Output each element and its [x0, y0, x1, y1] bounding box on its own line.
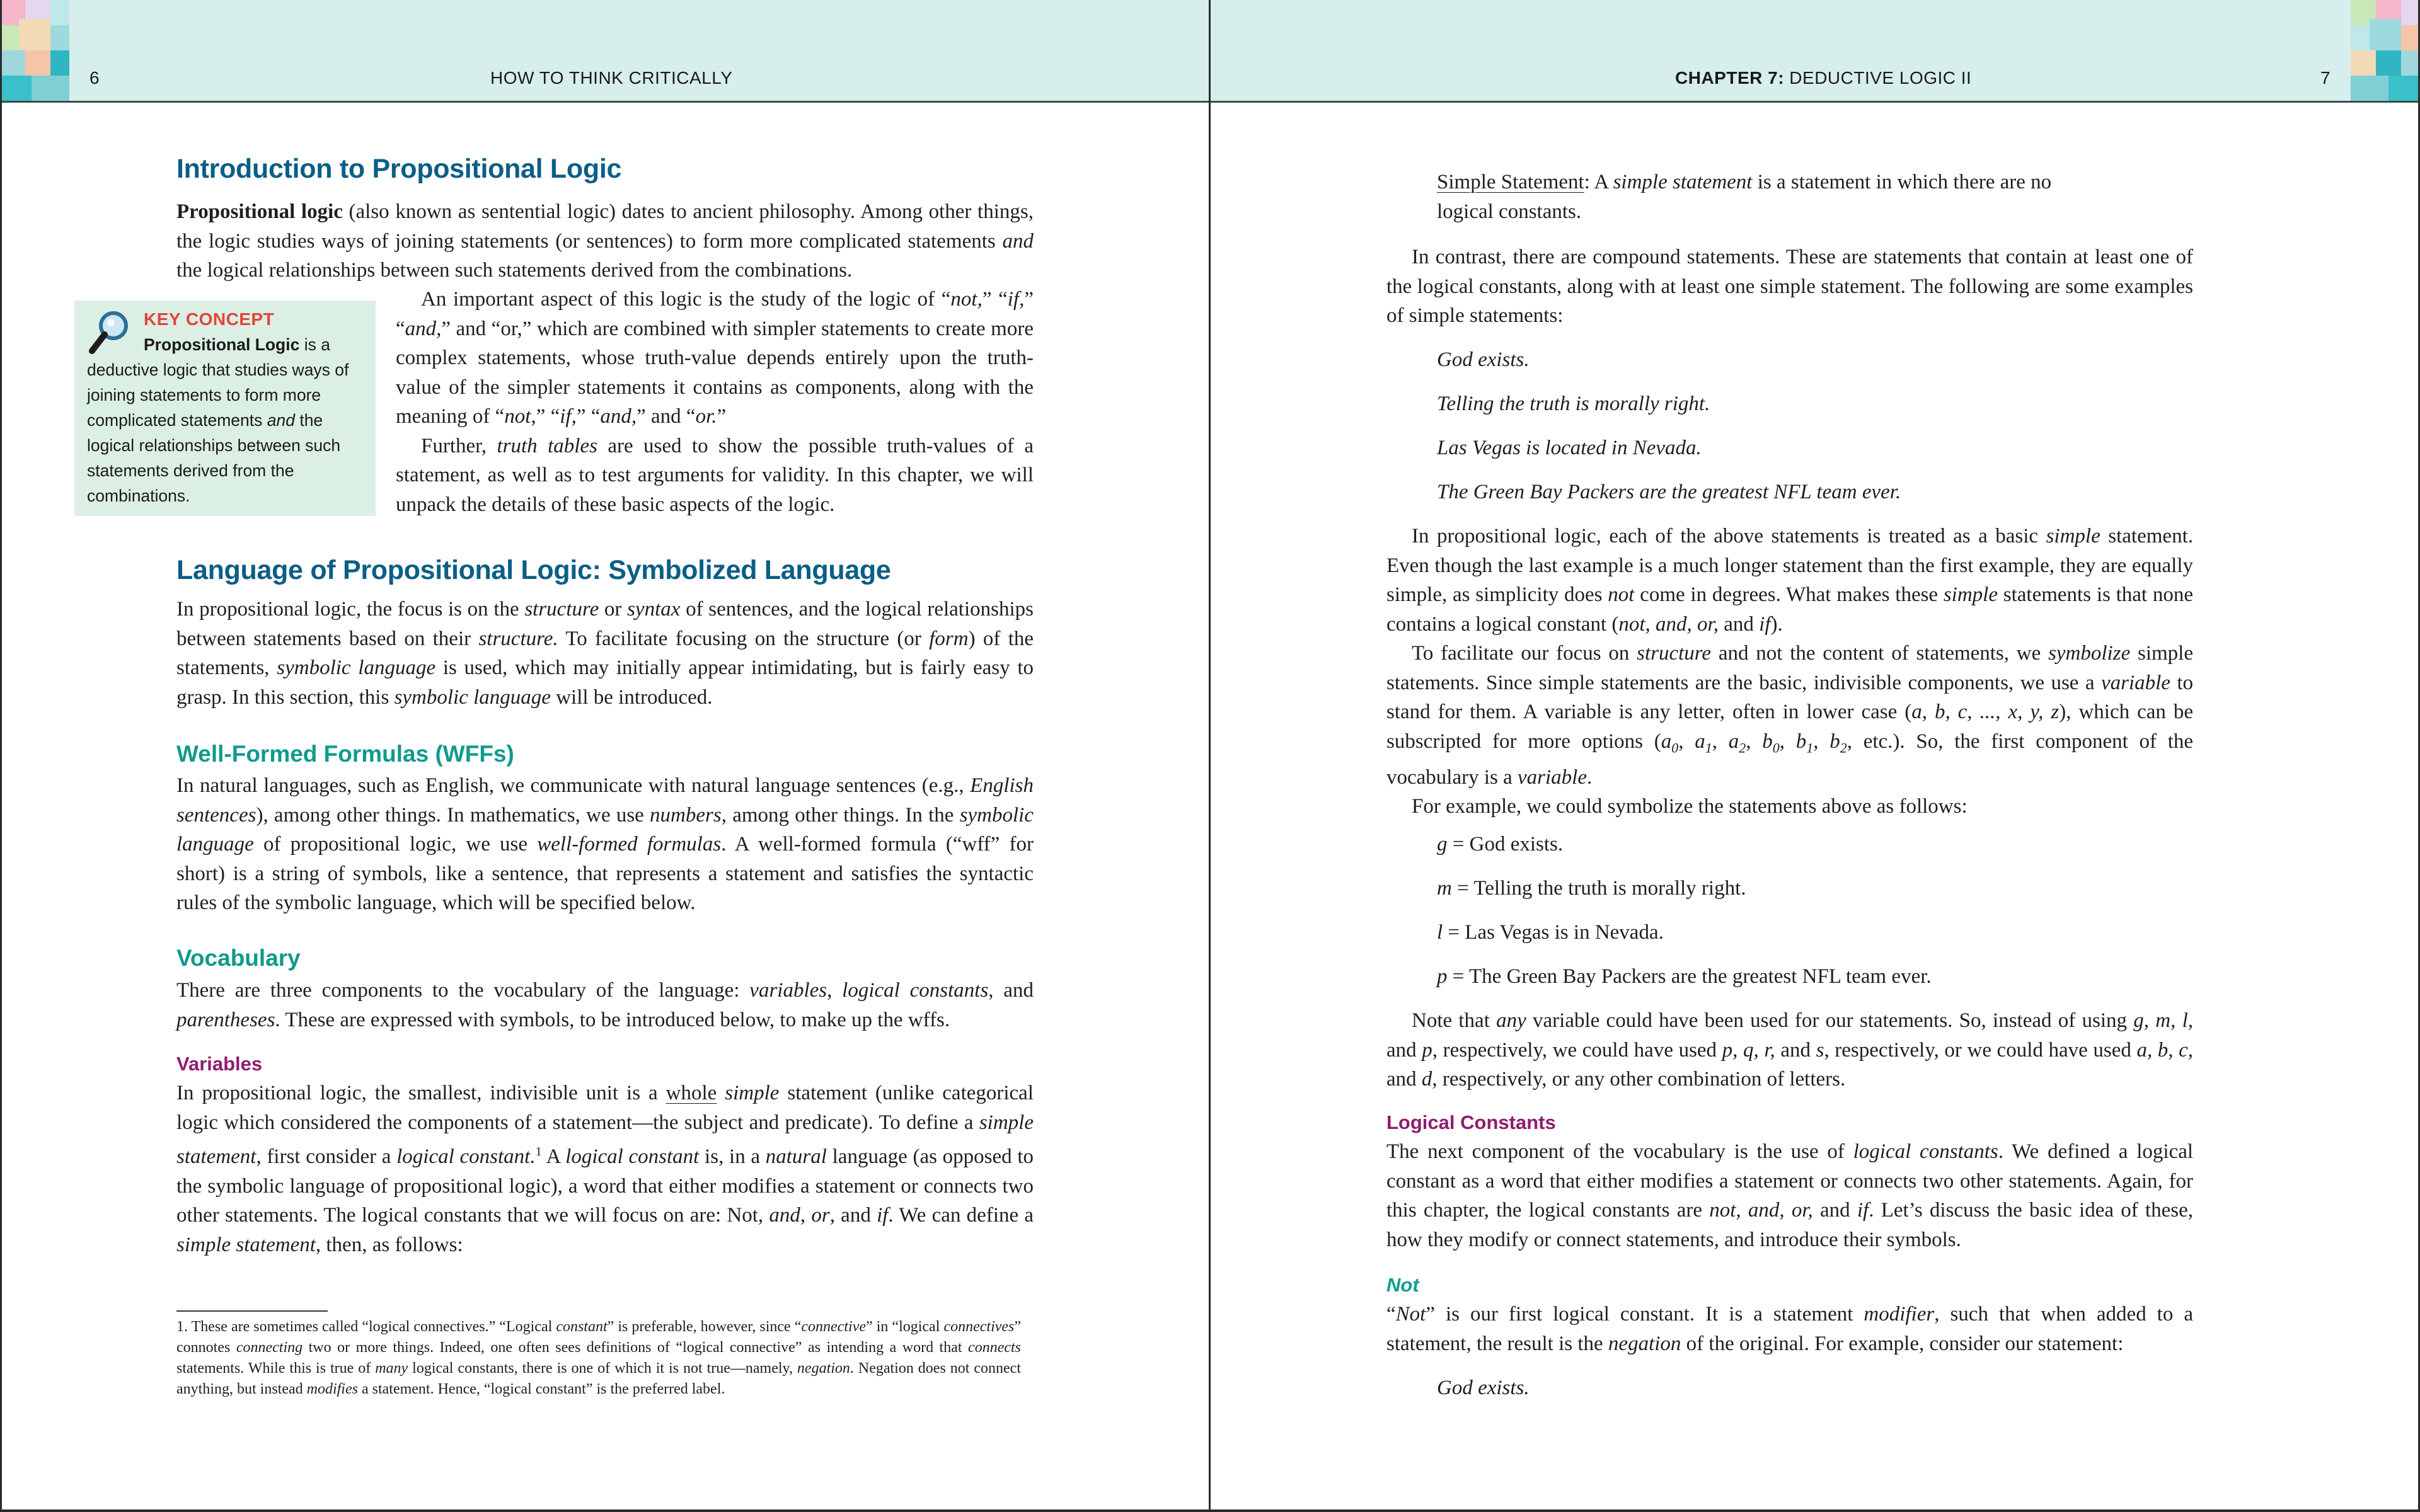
outer-border-bottom — [0, 1509, 2420, 1512]
fac-f: , etc.). So, the first component of the vocabulary is a — [1386, 730, 2194, 789]
fn-constant: constant — [556, 1319, 608, 1335]
sub-index: 2 — [1739, 740, 1746, 756]
logical-constants-heading: Logical Constants — [1386, 1111, 1556, 1133]
fn-d: ” connotes — [176, 1319, 1022, 1356]
symbolized-3 — [1437, 918, 1664, 947]
vocab-a: There are three components to the vocabulary of the language: — [176, 979, 750, 1002]
wff-a: In natural languages, such as English, we communicate with natural language sentences (e.g., — [176, 774, 971, 797]
lang-g: will be introduced. — [550, 685, 713, 709]
right-running-head-rest: DEDUCTIVE LOGIC II — [1784, 68, 1972, 88]
vars-lc2: logical constant — [565, 1145, 700, 1168]
wff-heading: Well-Formed Formulas (WFFs) — [176, 741, 514, 767]
sub-letter: a — [1695, 730, 1705, 753]
note-d2: d — [1421, 1068, 1432, 1091]
note-b: variable could have been used for our statements. So, instead of using — [1526, 1009, 2134, 1032]
sub-index: 1 — [1806, 740, 1814, 756]
lang-form: form — [929, 627, 969, 650]
intro-paragraph-2 — [396, 285, 1034, 519]
fn-c: ” in “logical — [866, 1319, 944, 1335]
propositional-paragraph — [1386, 522, 2193, 822]
fn-f: statements. While this is true of — [176, 1360, 376, 1377]
wff-b: ), among other things. In mathematics, we use — [256, 803, 650, 827]
subscript-a0 — [1661, 730, 1679, 756]
wff-num: numbers — [650, 803, 722, 827]
sub-index: 1 — [1705, 740, 1712, 756]
intro-p1-text-b: the logical relationships between such statements derived from the combinations. — [176, 259, 853, 282]
symbolized-var: g — [1437, 833, 1448, 856]
def-a: : A — [1584, 171, 1613, 193]
intro-p2-c: ” “ — [396, 288, 1034, 340]
intro-p2-a: An important aspect of this logic is the study of the logic of “ — [421, 288, 951, 311]
vars-k: , then, as follows: — [315, 1233, 463, 1256]
prop-f: ). — [1770, 612, 1783, 636]
sub-letter: b — [1795, 730, 1807, 753]
vocabulary-heading: Vocabulary — [176, 945, 301, 971]
intro-p3-a: Further, — [421, 434, 497, 457]
for-example-paragraph: For example, we could symbolize the statements above as follows: — [1412, 795, 1968, 818]
compound-paragraph — [1386, 243, 2193, 331]
sub-index: 0 — [1671, 740, 1679, 756]
fn-connectives: connectives — [943, 1319, 1015, 1335]
right-header — [1210, 0, 2420, 103]
symbolized-text: = Las Vegas is in Nevada. — [1443, 921, 1664, 944]
lc-c: and — [1812, 1199, 1857, 1222]
symbolized-1 — [1437, 830, 1563, 859]
fac-a: To facilitate our focus on — [1412, 642, 1637, 665]
note-e: and — [1775, 1038, 1816, 1062]
vars-h: , — [800, 1204, 812, 1227]
fac-c: simple statements. Since simple statements are the basic, indivisible components, we use a — [1386, 642, 2193, 694]
intro-p2-if: if, — [1007, 288, 1025, 311]
vocab-d: . These are expressed with symbols, to be introduced below, to make up the wffs. — [275, 1008, 950, 1031]
fac-b: and not the content of statements, we — [1711, 642, 2049, 665]
prop-simple: simple — [2046, 525, 2100, 547]
intro-paragraph-1 — [176, 197, 1034, 285]
not-c: , such that when added to a statement, the result is the — [1386, 1303, 2193, 1355]
not-paragraph — [1386, 1300, 2193, 1358]
sub-index: 2 — [1840, 740, 1847, 756]
vars-j: . We can define a — [888, 1204, 1034, 1227]
subscript-a1 — [1695, 730, 1712, 756]
lang-e: ) of the statements, — [176, 627, 1034, 679]
right-running-head-bold: CHAPTER 7: — [1675, 68, 1785, 88]
left-running-head: HOW TO THINK CRITICALLY — [490, 68, 733, 88]
vocab-var: variables — [749, 979, 827, 1002]
vocab-lc: logical constants — [842, 979, 989, 1002]
intro-p2-not2: not, — [504, 405, 536, 428]
note-h: , respectively, or any other combination of letters. — [1432, 1068, 1846, 1091]
symbolized-var: p — [1437, 965, 1448, 988]
right-header-mosaic — [2351, 0, 2420, 101]
key-concept-term: Propositional Logic — [144, 335, 300, 354]
footnote-marker[interactable]: 1 — [535, 1145, 542, 1159]
lc-lc: logical constants — [1853, 1140, 1998, 1163]
symbolized-4 — [1437, 962, 1932, 991]
lang-b: or — [599, 598, 628, 621]
intro-paragraph-3 — [396, 432, 1034, 520]
vocab-b: , — [827, 979, 843, 1002]
footnote — [176, 1317, 1021, 1400]
intro-p1-text-a: (also known as sentential logic) dates to ancient philosophy. Among other things, the logic studies ways of joining statements (or sentences) to form more complicated statements — [176, 200, 1034, 253]
note-paragraph — [1386, 1006, 2193, 1094]
vars-ss: simple statement — [176, 1111, 1034, 1168]
symbolized-2 — [1437, 874, 1746, 903]
symbolized-text: = God exists. — [1447, 833, 1564, 856]
right-page — [1210, 0, 2420, 1512]
intro-p3-truth-tables: truth tables — [497, 434, 597, 457]
intro-p3-b: are used to show the possible truth-values of a statement, as well as to test arguments for validity. In this chapter, we will unpack the details of these basic aspects of the logic. — [396, 434, 1034, 516]
left-header-mosaic — [0, 0, 69, 101]
vars-d: , first consider a — [256, 1145, 397, 1168]
variables-heading: Variables — [176, 1053, 263, 1075]
fn-e: two or more things. Indeed, one often sees definitions of “logical connective” as intending a word that — [302, 1339, 969, 1356]
not-neg: negation — [1608, 1332, 1681, 1355]
fac-e: ), which can be subscripted for more options ( — [1386, 701, 2193, 753]
variables-paragraph — [176, 1079, 1034, 1259]
def-ss: simple statement — [1613, 171, 1753, 193]
prop-simple2: simple — [1943, 583, 1998, 606]
left-page-number: 6 — [89, 68, 100, 88]
fn-g: logical constants, there is one of which it is not true—namely, — [408, 1360, 797, 1377]
sub-letter: b — [1829, 730, 1840, 753]
vars-b — [717, 1082, 725, 1104]
example-2: Telling the truth is morally right. — [1437, 392, 1710, 415]
facilitate-paragraph: To facilitate our focus on structure and not the content of statements, we symbolize simple statements. Since simple statements are the basic, indivisible components, we use a variable to stand for them. A variable is any letter, often in lower case (a, b, c, ..., x, y, z), which can be subscripted for more options ($a_0$, $a_1$, $a_2$, $b_0$, $b_1$, $b_2$, etc.). So, the first component of the vocabulary is a variable. — [1386, 642, 2194, 789]
symbolized-text: = Telling the truth is morally right. — [1451, 877, 1746, 900]
lc-if: if — [1857, 1199, 1869, 1222]
sub-letter: a — [1661, 730, 1672, 753]
logical-constants-paragraph — [1386, 1137, 2193, 1254]
key-concept-text — [87, 332, 364, 508]
intro-p2-f: ” “ — [576, 405, 601, 428]
vars-c: statement (unlike categorical logic which considered the components of a statement—the subject and predicate). To define a — [176, 1082, 1034, 1134]
fn-modifies: modifies — [306, 1381, 358, 1397]
fn-h: . Negation does not connect anything, but instead — [176, 1360, 1021, 1397]
vars-whole: whole — [666, 1082, 717, 1104]
compound-text: In contrast, there are compound statements. These are statements that contain at least one of the logical constants, along with at least one simple statement. The following are some examples of simple statements: — [1386, 246, 2193, 327]
prop-d: statements is that none contains a logical constant ( — [1386, 583, 2193, 636]
vars-lc: logical constant. — [396, 1145, 536, 1168]
symbolized-text: = The Green Bay Packers are the greatest NFL team ever. — [1447, 965, 1932, 988]
intro-p2-d: ” and “or,” which are combined with simpler statements to create more complex statements, whose truth-value depends entirely upon the truth-value of the simpler statements it contains as components, along with the meaning of “ — [396, 317, 1034, 428]
lang-symlang: symbolic language — [277, 656, 436, 679]
not-a: “ — [1386, 1303, 1396, 1326]
fn-connecting: connecting — [236, 1339, 303, 1356]
not-b: ” is our first logical constant. It is a statement — [1426, 1303, 1864, 1326]
note-gml: g, m, l, — [2133, 1009, 2193, 1032]
example-3: Las Vegas is located in Nevada. — [1437, 437, 1702, 459]
sub-letter: b — [1762, 730, 1773, 753]
fac-variable2: variable — [1518, 765, 1587, 789]
note-p: p — [1422, 1038, 1432, 1062]
fn-negation: negation — [797, 1360, 850, 1377]
book-spine — [1209, 0, 1211, 1512]
vars-i: , and — [829, 1204, 877, 1227]
intro-p2-not: not, — [950, 288, 982, 311]
intro-p1-and: and — [1002, 229, 1034, 253]
footnote-rule — [176, 1310, 328, 1312]
lang-c: of sentences, and the logical relationships between statements based on their — [176, 598, 1034, 650]
lang-syntax: syntax — [627, 598, 681, 621]
simple-statement-definition — [1437, 168, 2099, 226]
def-term: Simple Statement — [1437, 171, 1584, 193]
lang-f: is used, which may initially appear intimidating, but is fairly easy to grasp. In this section, this — [176, 656, 1034, 709]
fac-g: . — [1587, 765, 1593, 789]
vars-e: A — [541, 1145, 566, 1168]
subscript-a2 — [1728, 730, 1746, 756]
wff-c: , among other things. In the — [721, 803, 960, 827]
wff-eng: English sentences — [176, 774, 1034, 827]
lang-structure: structure — [524, 598, 599, 621]
intro-p2-h: ” — [717, 405, 727, 428]
wff-d: of propositional logic, we use — [253, 833, 538, 856]
fn-many: many — [375, 1360, 408, 1377]
key-concept-and: and — [267, 411, 295, 430]
subscript-b2 — [1829, 730, 1847, 756]
intro-p2-and2: and, — [600, 405, 637, 428]
fac-structure: structure — [1637, 642, 1712, 665]
vars-g: language (as opposed to the symbolic language of propositional logic), a word that either modifies a statement or connects two other statements. The logical constants that we will focus on are: Not, — [176, 1145, 1034, 1227]
wff-sym: symbolic language — [176, 803, 1034, 856]
intro-p2-or2: or. — [695, 405, 717, 428]
symbolized-var: l — [1437, 921, 1443, 944]
note-a: Note that — [1412, 1009, 1497, 1032]
intro-p2-if2: if, — [560, 405, 577, 428]
fn-b: ” is preferable, however, since “ — [607, 1319, 802, 1335]
note-s: s — [1816, 1038, 1824, 1062]
intro-bold-term: Propositional logic — [176, 200, 343, 223]
example-1: God exists. — [1437, 348, 1530, 371]
fn-connects: connects — [968, 1339, 1022, 1356]
not-d: of the original. For example, consider our statement: — [1681, 1332, 2124, 1355]
prop-consts: not, and, or, — [1618, 612, 1719, 636]
lang-structure2: structure. — [478, 627, 558, 650]
vocabulary-paragraph — [176, 976, 1034, 1034]
fac-d: to stand for them. A variable is any letter, often in lower case ( — [1386, 671, 2194, 723]
def-b: is a statement in which there are no logical constants. — [1437, 171, 2052, 223]
intro-p2-b: ” “ — [982, 288, 1008, 311]
vars-and: and — [769, 1204, 800, 1227]
fn-connective: connective — [801, 1319, 867, 1335]
lang-a: In propositional logic, the focus is on the — [176, 598, 525, 621]
vars-nat: natural — [765, 1145, 827, 1168]
not-not: Not — [1395, 1303, 1426, 1326]
note-d: , respectively, we could have used — [1432, 1038, 1722, 1062]
right-page-number: 7 — [2320, 68, 2331, 88]
wff-paragraph — [176, 771, 1034, 918]
sub-letter: a — [1728, 730, 1739, 753]
lc-consts: not, and, or, — [1709, 1199, 1813, 1222]
intro-p2-g: ” and “ — [637, 405, 696, 428]
prop-if: if — [1759, 612, 1771, 636]
example-4: The Green Bay Packers are the greatest NFL team ever. — [1437, 481, 1901, 503]
language-paragraph — [176, 595, 1034, 712]
fac-variable: variable — [2100, 671, 2170, 694]
symbolized-var: m — [1437, 877, 1452, 900]
note-abc: a, b, c, — [2136, 1038, 2194, 1062]
lang-symlang2: symbolic language — [394, 685, 551, 709]
language-heading: Language of Propositional Logic: Symbolized Language — [176, 555, 891, 585]
wff-wff: well-formed formulas — [537, 833, 722, 856]
subscript-b0 — [1762, 730, 1780, 756]
outer-border-left — [0, 0, 2, 1512]
key-concept-label: KEY CONCEPT — [144, 309, 275, 329]
prop-a: In propositional logic, each of the above statements is treated as a basic — [1412, 525, 2046, 547]
vocab-par: parentheses — [176, 1008, 275, 1031]
lc-d: . Let’s discuss the basic idea of these, how they modify or connect statements, and introduce their symbols. — [1386, 1199, 2193, 1251]
key-concept-box — [74, 301, 376, 516]
note-c: and — [1386, 1038, 1422, 1062]
lang-d: To facilitate focusing on the structure (or — [558, 627, 930, 650]
fn-a: 1. These are sometimes called “logical connectives.” “Logical — [176, 1319, 556, 1335]
vars-or: or — [811, 1204, 830, 1227]
note-pqr: p, q, r, — [1722, 1038, 1775, 1062]
intro-heading: Introduction to Propositional Logic — [176, 154, 622, 184]
intro-p2-e: ” “ — [536, 405, 560, 428]
fac-letters: a, b, c, ..., x, y, z — [1911, 701, 2060, 723]
note-g: and — [1386, 1068, 1422, 1091]
prop-not: not — [1608, 583, 1635, 606]
note-any: any — [1496, 1009, 1526, 1032]
sub-index: 0 — [1772, 740, 1780, 756]
prop-c: come in degrees. What makes these — [1634, 583, 1944, 606]
fac-symbolize: symbolize — [2048, 642, 2131, 665]
vocab-c: , and — [988, 979, 1034, 1002]
prop-e: and — [1719, 612, 1760, 636]
prop-b: statement. Even though the last example is a much longer statement than the first example, they are equally simple, as simplicity does — [1386, 525, 2193, 606]
not-mod: modifier — [1864, 1303, 1935, 1326]
vars-if: if — [877, 1204, 889, 1227]
not-example: God exists. — [1437, 1377, 1530, 1399]
subscript-b1 — [1795, 730, 1814, 756]
note-f: , respectively, or we could have used — [1824, 1038, 2137, 1062]
key-concept-text-a: is a deductive logic that studies ways of joining statements to form more complicated statements — [87, 335, 349, 430]
key-concept-text-b: the logical relationships between such statements derived from the combinations. — [87, 411, 341, 505]
left-header — [0, 0, 1210, 103]
fn-i: a statement. Hence, “logical constant” is the preferred label. — [357, 1381, 725, 1397]
vars-ss2: simple statement — [176, 1233, 316, 1256]
vars-simple: simple — [725, 1082, 780, 1104]
vars-a: In propositional logic, the smallest, indivisible unit is a — [176, 1082, 666, 1104]
intro-p2-and: and, — [405, 317, 442, 340]
right-running-head — [1675, 68, 1971, 88]
lc-a: The next component of the vocabulary is the use of — [1386, 1140, 1853, 1163]
wff-e: . A well-formed formula (“wff” for short) is a string of symbols, like a sentence, that represents a statement and satisfies the syntactic rules of the symbolic language, which will be specified below. — [176, 833, 1034, 914]
not-heading: Not — [1386, 1274, 1419, 1296]
lc-b: . We defined a logical constant as a word that either modifies a statement or connects two other statements. Again, for this chapter, the logical constants are — [1386, 1140, 2194, 1222]
vars-f: is, in a — [699, 1145, 766, 1168]
